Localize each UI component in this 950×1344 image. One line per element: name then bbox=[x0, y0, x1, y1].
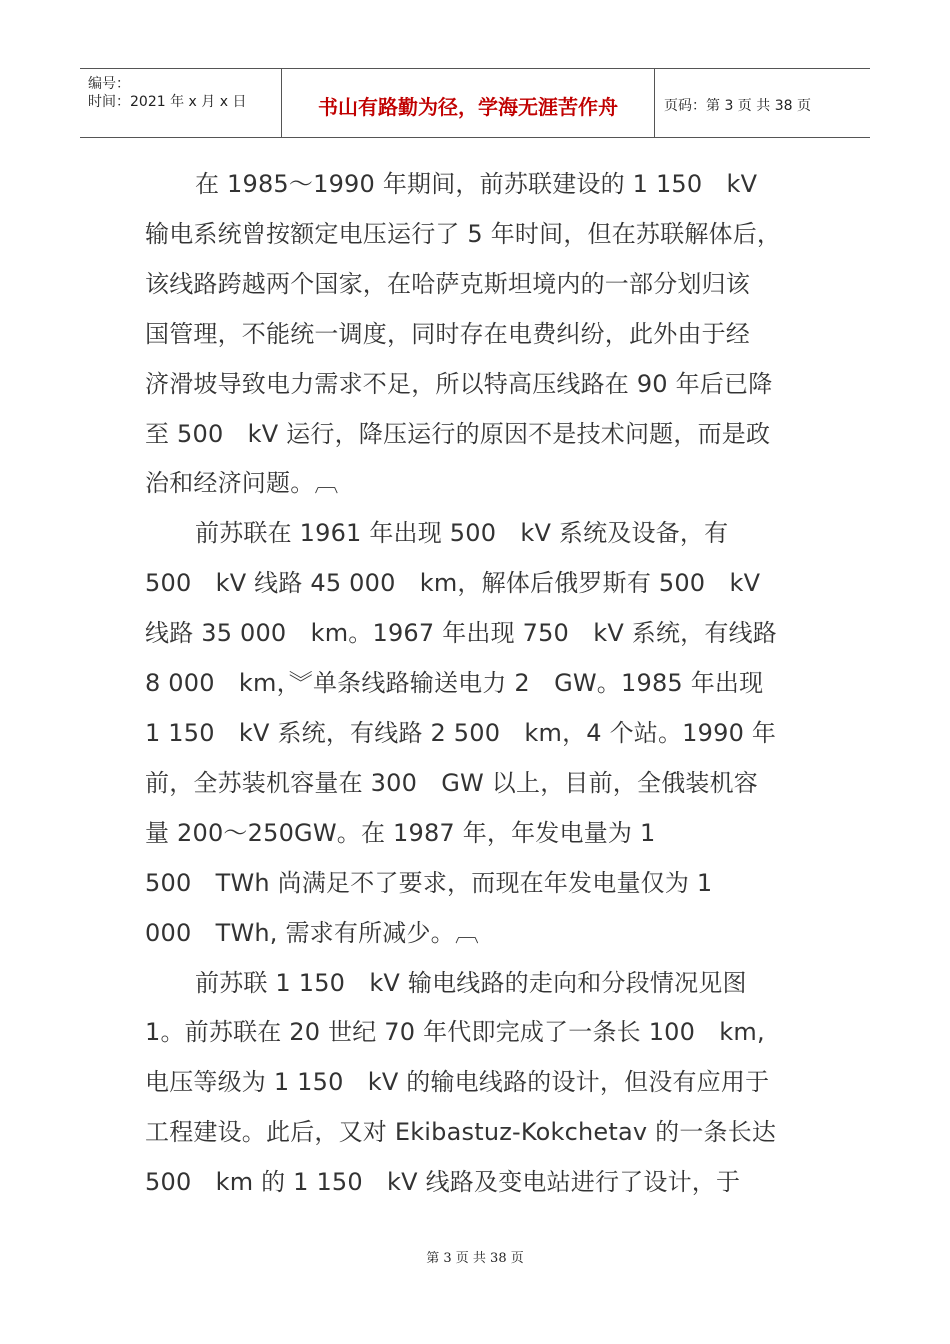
document-body bbox=[145, 160, 810, 1208]
text-line: 线路 35 000 km。1967 年出现 750 kV 系统，有线路 bbox=[145, 619, 777, 648]
header-meta-cell bbox=[80, 69, 282, 137]
text-line: 000 TWh, 需求有所减少。︹ bbox=[145, 918, 480, 947]
text-line: 前苏联 1 150 kV 输电线路的走向和分段情况见图 bbox=[195, 968, 747, 997]
text-line: 在 1985～1990 年期间，前苏联建设的 1 150 kV bbox=[195, 170, 758, 198]
paragraph-3 bbox=[145, 959, 810, 1209]
text-line: 国管理，不能统一调度，同时存在电费纠纷，此外由于经 bbox=[145, 319, 750, 348]
text-line: 该线路跨越两个国家，在哈萨克斯坦境内的一部分划归该 bbox=[145, 269, 750, 298]
text-line: 500 TWh 尚满足不了要求，而现在年发电量仅为 1 bbox=[145, 868, 713, 897]
paragraph-1 bbox=[145, 160, 810, 509]
header-motto-cell bbox=[282, 69, 655, 137]
text-line: 输电系统曾按额定电压运行了 5 年时间，但在苏联解体后， bbox=[145, 219, 782, 248]
document-time-label: 时间：2021 年 x 月 x 日 bbox=[88, 94, 247, 110]
text-line: 量 200～250GW。在 1987 年，年发电量为 1 bbox=[145, 818, 656, 847]
header-motto: 书山有路勤为径，学海无涯苦作舟 bbox=[318, 95, 618, 119]
text-line: 前苏联在 1961 年出现 500 kV 系统及设备，有 bbox=[195, 519, 729, 548]
header-page-cell bbox=[655, 69, 870, 137]
header-table bbox=[80, 68, 870, 138]
text-line: 工程建设。此后，又对 Ekibastuz-Kokchetav 的一条长达 bbox=[145, 1118, 777, 1147]
text-line: 500 km 的 1 150 kV 线路及变电站进行了设计，于 bbox=[145, 1168, 741, 1197]
paragraph-2 bbox=[145, 509, 810, 958]
text-line: 1。前苏联在 20 世纪 70 年代即完成了一条长 100 km, bbox=[145, 1018, 765, 1047]
text-line: 前，全苏装机容量在 300 GW 以上，目前，全俄装机容 bbox=[145, 768, 758, 797]
document-number-label: 编号： bbox=[88, 76, 130, 92]
text-line: 电压等级为 1 150 kV 的输电线路的设计，但没有应用于 bbox=[145, 1068, 770, 1097]
text-line: 500 kV 线路 45 000 km，解体后俄罗斯有 500 kV bbox=[145, 569, 761, 598]
text-line: 治和经济问题。︹ bbox=[145, 469, 339, 498]
page-footer: 第 3 页 共 38 页 bbox=[426, 1251, 524, 1266]
text-line: 济滑坡导致电力需求不足，所以特高压线路在 90 年后已降 bbox=[145, 369, 773, 398]
text-line: 1 150 kV 系统，有线路 2 500 km，4 个站。1990 年 bbox=[145, 718, 777, 747]
text-line: 至 500 kV 运行，降压运行的原因不是技术问题，而是政 bbox=[145, 419, 771, 448]
text-line: 8 000 km，︾单条线路输送电力 2 GW。1985 年出现 bbox=[145, 669, 764, 698]
header-page-info: 页码：第 3 页 共 38 页 bbox=[664, 98, 811, 114]
